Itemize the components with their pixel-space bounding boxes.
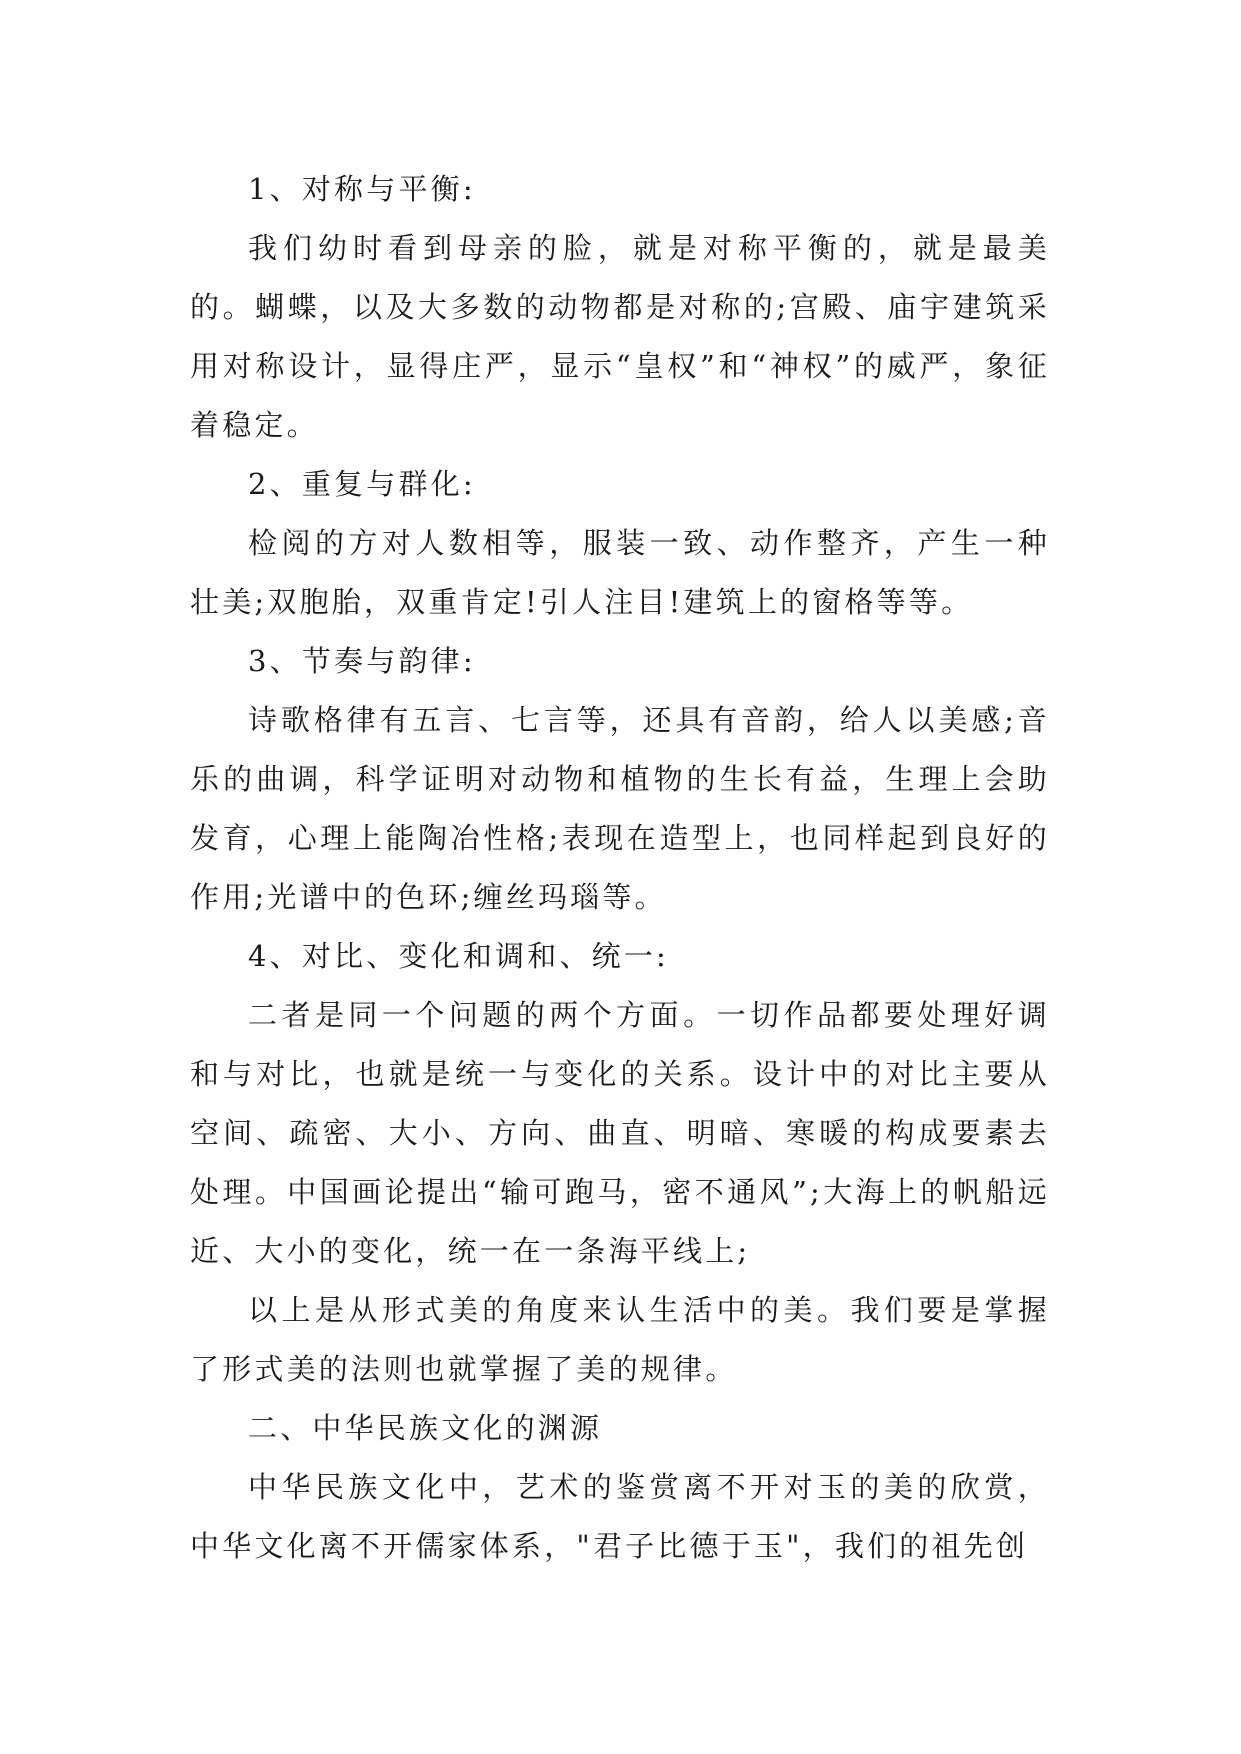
section-heading-repetition: 2、重复与群化:	[248, 467, 476, 501]
paragraph-summary: 以上是从形式美的角度来认生活中的美。我们要是掌握了形式美的法则也就掌握了美的规律。	[190, 1293, 1050, 1386]
paragraph-contrast: 二者是同一个问题的两个方面。一切作品都要处理好调和与对比，也就是统一与变化的关系。设计中的对比主要从空间、疏密、大小、方向、曲直、明暗、寒暖的构成要素去处理。中国画论提出“输可跑马，密不通风”;大海上的帆船远近、大小的变化，统一在一条海平线上;	[190, 998, 1050, 1268]
paragraph-rhythm: 诗歌格律有五言、七言等，还具有音韵，给人以美感;音乐的曲调，科学证明对动物和植物的生长有益，生理上会助发育，心理上能陶冶性格;表现在造型上，也同样起到良好的作用;光谱中的色环;缠丝玛瑙等。	[190, 703, 1050, 914]
paragraph-symmetry: 我们幼时看到母亲的脸，就是对称平衡的，就是最美的。蝴蝶，以及大多数的动物都是对称的;宫殿、庙宇建筑采用对称设计，显得庄严，显示“皇权”和“神权”的威严，象征着稳定。	[190, 231, 1050, 442]
paragraph-origins: 中华民族文化中，艺术的鉴赏离不开对玉的美的欣赏，中华文化离不开儒家体系，"君子比德于玉"，我们的祖先创	[190, 1470, 1050, 1563]
section-heading-contrast: 4、对比、变化和调和、统一:	[248, 939, 670, 973]
document-body	[190, 160, 1050, 1576]
section-heading-rhythm: 3、节奏与韵律:	[248, 644, 476, 678]
section-heading-origins: 二、中华民族文化的渊源	[248, 1411, 603, 1445]
section-heading-symmetry: 1、对称与平衡:	[248, 172, 476, 206]
paragraph-repetition: 检阅的方对人数相等，服装一致、动作整齐，产生一种壮美;双胞胎，双重肯定!引人注目!建筑上的窗格等等。	[190, 526, 1050, 619]
